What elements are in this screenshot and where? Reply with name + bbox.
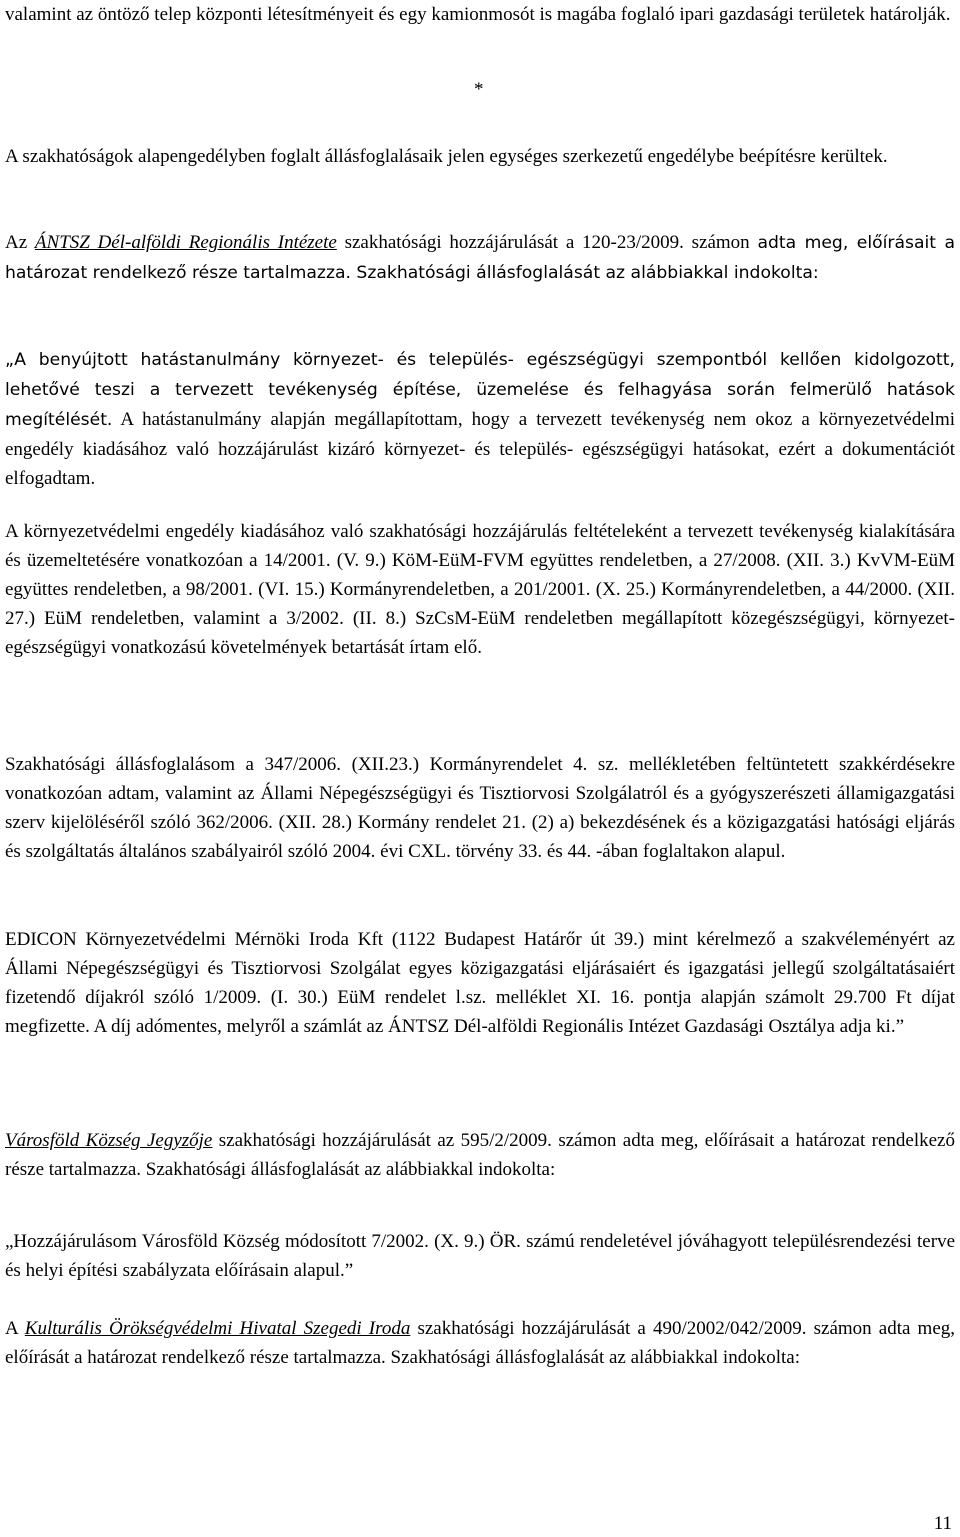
- paragraph-legal-basis: Szakhatósági állásfoglalásom a 347/2006. (XII.23.) Kormányrendelet 4. sz. mellékletében feltüntetett szakkérdésekre vonatkozóan adtam, valamint az Állami Népegészségügyi és Tisztiorvosi Szolgálatról és a gyógyszerészeti államigazgatási szerv kijelöléséről szóló 362/2006. (XII. 28.) Kormány rendelet 21. (2) a) bekezdésének és a közigazgatási hatósági eljárás és szolgáltatás általános szabályairól szóló 2004. évi CXL. törvény 33. és 44. -ában foglaltakon alapul.: [5, 754, 955, 862]
- jegyzo-text: szakhatósági hozzájárulását az 595/2/2009. számon adta meg, előírásait a határozat rendelkező része tartalmazza. Szakhatósági állásfoglalását az alábbiakkal indokolta:: [5, 1130, 955, 1180]
- paragraph-heritage: [5, 1314, 955, 1372]
- heritage-text: szakhatósági hozzájárulását a 490/2002/042/2009. számon adta meg, előírását a határozat rendelkező része tartalmazza. Szakhatósági állásfoglalását az alábbiakkal indokolta:: [5, 1318, 956, 1368]
- antsz-prefix: Az: [5, 232, 35, 253]
- heritage-prefix: A: [5, 1318, 25, 1339]
- antsz-text-c: Szakhatósági állásfoglalását az alábbiakkal indokolta:: [350, 263, 819, 283]
- paragraph-integration: A szakhatóságok alapengedélyben foglalt állásfoglalásaik jelen egységes szerkezetű engedélybe beépítésre kerültek.: [5, 146, 888, 167]
- section-separator: *: [474, 79, 484, 100]
- page-number: 11: [933, 1513, 952, 1534]
- paragraph-antsz-quote: [5, 345, 955, 493]
- paragraph-antsz: [5, 228, 955, 288]
- paragraph-conditions: A környezetvédelmi engedély kiadásához való szakhatósági hozzájárulás feltételeként a tervezett tevékenység kialakítására és üzemeltetésére vonatkozóan a 14/2001. (V. 9.) KöM-EüM-FVM együttes rendeletben, a 27/2008. (XII. 3.) KvVM-EüM együttes rendeletben, a 98/2001. (VI. 15.) Kormányrendeletben, a 201/2001. (X. 25.) Kormányrendeletben, a 44/2000. (XII. 27.) EüM rendeletben, valamint a 3/2002. (II. 8.) SzCsM-EüM rendeletben megállapított közegészségügyi, környezet-egészségügyi vonatkozású követelmények betartását írtam elő.: [5, 521, 955, 658]
- antsz-text-b: adta meg, előírásait a határozat rendelkező része tartalmazza.: [5, 233, 956, 283]
- antsz-authority-link[interactable]: ÁNTSZ Dél-alföldi Regionális Intézete: [34, 232, 337, 253]
- quote-serif-part: A hatástanulmány alapján megállapítottam, hogy a tervezett tevékenység nem okoz a környezetvédelmi engedély kiadásához való hozzájárulást kizáró környezet- és település- egészségügyi hatásokat, ezért a dokumentációt elfogadtam.: [5, 409, 955, 489]
- paragraph-jegyzo: [5, 1126, 955, 1184]
- antsz-text-a: szakhatósági hozzájárulását a 120-23/2009. számon: [336, 232, 750, 253]
- jegyzo-authority-link[interactable]: Városföld Község Jegyzője: [5, 1130, 213, 1151]
- quote-sans-part: „A benyújtott hatástanulmány környezet- és település- egészségügyi szempontból kellően kidolgozott, lehetővé teszi a tervezett tevékenység építése, üzemelése és felhagyása során felmerülő hatások megítélését.: [5, 350, 955, 430]
- paragraph-fee: EDICON Környezetvédelmi Mérnöki Iroda Kft (1122 Budapest Határőr út 39.) mint kérelmező a szakvéleményért az Állami Népegészségügyi és Tisztiorvosi Szolgálat egyes közigazgatási eljárásaiért és igazgatási jellegű szolgáltatásaiért fizetendő díjakról szóló 1/2009. (I. 30.) EüM rendelet l.sz. melléklet XI. 16. pontja alapján számolt 29.700 Ft díjat megfizette. A díj adómentes, melyről a számlát az ÁNTSZ Dél-alföldi Regionális Intézet Gazdasági Osztálya adja ki.”: [5, 929, 955, 1037]
- heritage-authority-link[interactable]: Kulturális Örökségvédelmi Hivatal Szegedi Iroda: [24, 1318, 411, 1339]
- paragraph-intro: valamint az öntöző telep központi létesítményeit és egy kamionmosót is magába foglaló ipari gazdasági területek határolják.: [5, 4, 951, 25]
- paragraph-jegyzo-quote: „Hozzájárulásom Városföld Község módosított 7/2002. (X. 9.) ÖR. számú rendeletével jóváhagyott településrendezési terve és helyi építési szabályzata előírásain alapul.”: [5, 1231, 955, 1281]
